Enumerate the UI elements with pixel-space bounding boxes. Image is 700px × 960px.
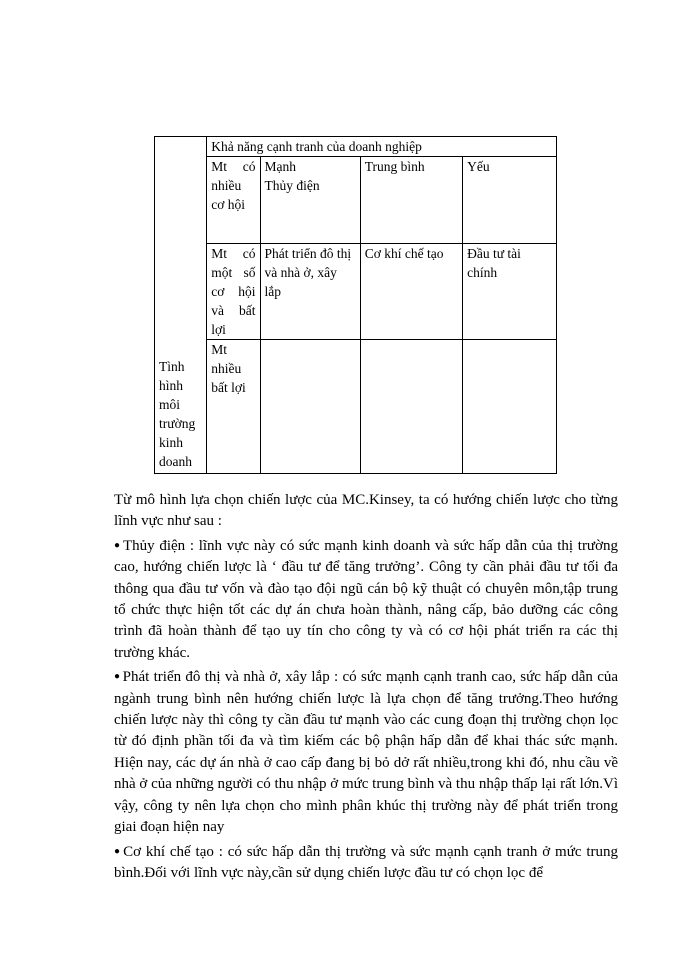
- row-label-some-opportunities: Mt có một số cơ hội và bất lợi: [207, 244, 260, 340]
- table-cell: [360, 340, 462, 474]
- column-header-label: Trung bình: [364, 159, 425, 174]
- list-item-text: Phát triển đô thị và nhà ở, xây lắp : có sức mạnh cạnh tranh cao, sức hấp dẫn của ngành trung bình nên hướng chiến lược là lựa chọn để tăng trưởng.Theo hướng chiến lược này thì công ty cần đầu tư mạnh vào các cung đoạn thị trường chọn lọc từ đó định phần tối đa và tìm kiếm các bộ phận hấp dẫn để khai thác sức mạnh. Hiện nay, các dự án nhà ở cao cấp đang bị bỏ dở rất nhiều,trong khi đó, nhu cầu về nhà ở của những người có thu nhập ở mức trung bình và thu nhập thấp lại rất lớn.Vì vậy, công ty nên lựa chọn cho mình phân khúc thị trường này để phát triển trong giai đoạn hiện nay: [114, 669, 619, 836]
- bullet-icon: ●: [114, 671, 121, 683]
- table-header-row: [155, 137, 557, 157]
- table-row: [155, 157, 557, 244]
- column-header-strong: [260, 157, 360, 244]
- intro-paragraph: Từ mô hình lựa chọn chiến lược của MC.Kinsey, ta có hướng chiến lược cho từng lĩnh vực như sau :: [114, 492, 618, 530]
- mckinsey-matrix-table: [154, 136, 557, 474]
- column-header-weak: [463, 157, 557, 244]
- bullet-icon: ●: [114, 845, 122, 857]
- column-header-average: [360, 157, 462, 244]
- column-header-label: Mạnh: [264, 159, 297, 174]
- list-item: [114, 535, 618, 664]
- row-label-many-opportunities: Mt có nhiều cơ hội: [207, 157, 260, 244]
- list-item-text: Thủy điện : lĩnh vực này có sức mạnh kinh doanh và sức hấp dẫn của thị trường cao, hướng chiến lược là ‘ đầu tư để tăng trưởng’. Công ty cần phải đầu tư tối đa thông qua đầu tư vốn và đào tạo đội ngũ cán bộ kỹ thuật có chuyên môn,tập trung tổ chức thực hiện tốt các dự án chưa hoàn thành, nâng cấp, bảo dưỡng các công trình đã hoàn thành để tạo uy tín cho công ty và có cơ hội phát triển ra các thị trường khác.: [114, 537, 618, 661]
- table-cell: [260, 340, 360, 474]
- column-header-label: Yếu: [467, 159, 490, 174]
- row-label-many-disadvantages: Mt nhiều bất lợi: [207, 340, 260, 474]
- table-cell: Đầu tư tài chính: [463, 244, 557, 340]
- list-item: [114, 666, 618, 838]
- list-item-text: Cơ khí chế tạo : có sức hấp dẫn thị trường và sức mạnh cạnh tranh ở mức trung bình.Đối với lĩnh vực này,cần sử dụng chiến lược đầu tư có chọn lọc để: [114, 843, 618, 881]
- body-text: [114, 490, 618, 884]
- environment-label-cell: Tình hình môi trường kinh doanh: [155, 137, 207, 474]
- table-row: [155, 340, 557, 474]
- table-cell: Phát triển đô thị và nhà ở, xây lắp: [260, 244, 360, 340]
- list-item: [114, 841, 618, 885]
- table-cell: Thủy điện: [264, 178, 320, 193]
- table-cell: Cơ khí chế tạo: [360, 244, 462, 340]
- bullet-icon: ●: [114, 539, 121, 551]
- competitive-ability-header: Khả năng cạnh tranh của doanh nghiệp: [207, 137, 557, 157]
- table-row: [155, 244, 557, 340]
- table-cell: [463, 340, 557, 474]
